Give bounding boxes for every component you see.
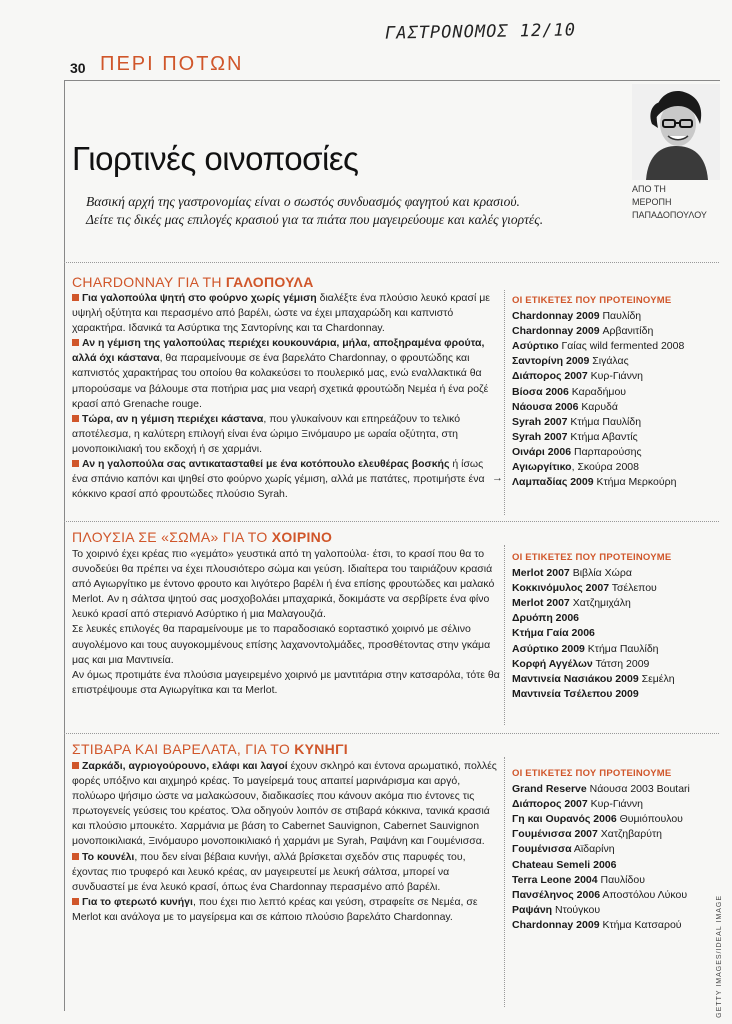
wine-item: Merlot 2007 Βιβλία Χώρα bbox=[512, 567, 632, 580]
wine-item: Chardonnay 2009 Παυλίδη bbox=[512, 310, 642, 323]
wine-item: Νάουσα 2006 Καρυδά bbox=[512, 400, 618, 413]
section-body-turkey bbox=[72, 291, 500, 502]
wine-item: Οινάρι 2006 Παρπαρούσης bbox=[512, 445, 642, 458]
author-photo bbox=[632, 84, 720, 180]
section-label: ΠΕΡΙ ΠΟΤΩΝ bbox=[100, 53, 244, 75]
section-body-game bbox=[72, 759, 500, 925]
section-divider bbox=[64, 262, 719, 263]
wine-item: Chardonnay 2009 Κτήμα Κατσαρού bbox=[512, 918, 682, 931]
section-divider bbox=[64, 733, 719, 734]
article-intro: Βασική αρχή της γαστρονομίας είναι ο σωστός συνδυασμός φαγητού και κρασιού. Δείτε τις δικές μας επιλογές κρασιού για τα πιάτα που μαγειρεύουμε και καλές γιορτές. bbox=[86, 194, 544, 227]
wine-item: Διάπορος 2007 Κυρ-Γιάννη bbox=[512, 798, 643, 811]
wine-item: Μαντινεία Τσέλεπου 2009 bbox=[512, 687, 639, 700]
section-body-pork bbox=[72, 547, 500, 698]
column-divider bbox=[504, 545, 505, 725]
bullet-square-icon bbox=[72, 339, 79, 346]
bullet-square-icon bbox=[72, 294, 79, 301]
wine-item: Ασύρτικο 2009 Κτήμα Παυλίδη bbox=[512, 642, 659, 655]
section-heading-pork: ΠΛΟΥΣΙΑ ΣΕ «ΣΩΜΑ» ΓΙΑ ΤΟ ΧΟΙΡΙΝΟ bbox=[72, 529, 333, 545]
column-divider bbox=[504, 290, 505, 515]
wine-item: Αγιωργίτικο, Σκούρα 2008 bbox=[512, 461, 639, 474]
bullet-square-icon bbox=[72, 762, 79, 769]
bullet-square-icon bbox=[72, 460, 79, 467]
column-divider bbox=[504, 757, 505, 1007]
wine-item: Terra Leone 2004 Παυλίδου bbox=[512, 873, 645, 886]
wine-item: Σαντορίνη 2009 Σιγάλας bbox=[512, 355, 629, 368]
bullet-square-icon bbox=[72, 898, 79, 905]
arrow-icon: → bbox=[492, 472, 503, 484]
wine-item: Κοκκινόμυλος 2007 Τσέλεπου bbox=[512, 582, 657, 595]
section-heading-turkey: CHARDONNAY ΓΙΑ ΤΗ ΓΑΛΟΠΟΥΛΑ bbox=[72, 274, 314, 290]
wine-item: Βίοσα 2006 Καραδήμου bbox=[512, 385, 627, 398]
wine-item: Λαμπαδίας 2009 Κτήμα Μερκούρη bbox=[512, 476, 677, 489]
section-divider bbox=[64, 521, 719, 522]
wine-list-game bbox=[512, 766, 717, 933]
page-number: 30 bbox=[70, 60, 86, 76]
wine-item: Ασύρτικο Γαίας wild fermented 2008 bbox=[512, 340, 685, 353]
wine-list-heading: ΟΙ ΕΤΙΚΕΤΕΣ ΠΟΥ ΠΡΟΤΕΙΝΟΥΜΕ bbox=[512, 552, 672, 563]
section-heading-game: ΣΤΙΒΑΡΑ ΚΑΙ ΒΑΡΕΛΑΤΑ, ΓΙΑ ΤΟ ΚΥΝΗΓΙ bbox=[72, 741, 348, 757]
byline: ΑΠΟ ΤΗ ΜΕΡΟΠΗ ΠΑΠΑΔΟΠΟΥΛΟΥ bbox=[632, 184, 707, 220]
wine-item: Γη και Ουρανός 2006 Θυμιόπουλου bbox=[512, 813, 683, 826]
article-title: Γιορτινές οινοποσίες bbox=[72, 140, 359, 177]
photo-credit: GETTY IMAGES/IDEAL IMAGE bbox=[716, 895, 723, 1018]
wine-item: Chateau Semeli 2006 bbox=[512, 858, 617, 871]
wine-item: Διάπορος 2007 Κυρ-Γιάννη bbox=[512, 370, 643, 383]
wine-item: Syrah 2007 Κτήμα Αβαντίς bbox=[512, 430, 638, 443]
paragraph: Αν η γαλοπούλα σας αντικατασταθεί με ένα κοτόπουλο ελευθέρας βοσκής ή ίσως ένα σπάνιο καπόνι και ψηθεί στο φούρνο χωρίς γέμιση, αλλά με πατάτες, προτιμήστε ένα κόκκινο κρασί από φρουτώδες πλούσιο Syrah. bbox=[72, 458, 485, 501]
wine-item: Γουμένισσα Αϊδαρίνη bbox=[512, 843, 615, 856]
wine-list-pork bbox=[512, 550, 717, 702]
handwritten-note: ΓΑΣΤΡΟΝΟΜΟΣ 12/10 bbox=[384, 20, 577, 44]
paragraph: Το κουνέλι, που δεν είναι βέβαια κυνήγι, αλλά βρίσκεται σχεδόν στις παρυφές του, έχοντας πιο τρυφερό και λευκό κρέας, αν μαγειρευτεί με λευκή σάλτσα, μπορεί να συνδυαστεί με ένα λευκό κρασί, όπως ένα Chardonnay περασμένο από βαρέλι. bbox=[72, 850, 466, 893]
paragraph: Αν η γέμιση της γαλοπούλας περιέχει κουκουνάρια, μήλα, αποξηραμένα φρούτα, αλλά όχι κάστανα, θα παραμείνουμε σε ένα βαρελάτο Chardonnay, ο φρουτώδης και καπνιστός χαρακτήρας του οποίου θα κολακεύσει το πουλερικό μας, ενώ εναλλακτικά θα μπορούσαμε να βάλουμε στα ποτήρια μας μια νεαρή σχετικά φρουτώδη Νεμέα ή ένα ροζέ κρασί από Grenache rouge. bbox=[72, 337, 489, 410]
paragraph: Το χοιρινό έχει κρέας πιο «γεμάτο» γευστικά από τη γαλοπούλα· έτσι, το κρασί που θα το συνοδεύει θα πρέπει να έχει πλουσιότερο σώμα και γεύση. Ιδιαίτερα του ταιριάζουν κρασιά από Αγιωργίτικο με έντονο φρουτο και λιγότερο βαρέλι ή ένα επίσης φρουτώδες και μαλακό Merlot. Αν η σάλτσα ψητού σας μοσχοβολάει μπαχαρικά, δοκιμάστε να σερβίρετε ένα φίνο λευκό κρασί από στεριανό Ασύρτικο ή μια Μαλαγουζιά. bbox=[72, 548, 495, 621]
wine-list-turkey bbox=[512, 293, 717, 490]
paragraph: Ζαρκάδι, αγριογούρουνο, ελάφι και λαγοί έχουν σκληρό και έντονα αρωματικό, πολλές φορές υπόξινο και αιχμηρό κρέας. Το μαγείρεμά τους απαιτεί μαρινάρισμα και αργό, πολύωρο ψήσιμο ώστε να μαλακώσουν, διαδικασίες που κάνουν ακόμα πιο έντονες τις πρωτογενείς γεύσεις του κρέατος. Όλα οδηγούν λοιπόν σε στιβαρά κόκκινα, τανικά κρασιά και πλούσιο μπουκέτο. Χαρμάνια με βάση το Cabernet Sauvignon, Cabernet Sauvignon μονοποικιλιακά, Ξινόμαυρο μονοποικιλιακό ή χαρμάνι με Syrah, Ραψάνη και Γουμένισσα. bbox=[72, 760, 497, 848]
author-portrait-icon bbox=[632, 84, 720, 180]
paragraph: Για γαλοπούλα ψητή στο φούρνο χωρίς γέμιση διαλέξτε ένα πλούσιο λευκό κρασί με υψηλή οξύτητα και περασμένο από βαρέλι, ώστε να έχει μπαχαρώδη και καπνιστό χαρακτήρα. Ιδανικά τα Ασύρτικα της Σαντορίνης και τα Chardonnay. bbox=[72, 292, 490, 335]
wine-item: Κτήμα Γαία 2006 bbox=[512, 627, 595, 640]
wine-list-heading: ΟΙ ΕΤΙΚΕΤΕΣ ΠΟΥ ΠΡΟΤΕΙΝΟΥΜΕ bbox=[512, 768, 672, 779]
wine-item: Κορφή Αγγέλων Τάτση 2009 bbox=[512, 657, 650, 670]
wine-item: Δρυόπη 2006 bbox=[512, 612, 580, 625]
wine-item: Ραψάνη Ντούγκου bbox=[512, 903, 601, 916]
wine-item: Chardonnay 2009 Αρβανιτίδη bbox=[512, 325, 654, 338]
bullet-square-icon bbox=[72, 415, 79, 422]
wine-item: Merlot 2007 Χατζημιχάλη bbox=[512, 597, 631, 610]
wine-item: Πανσέληνος 2006 Αποστόλου Λύκου bbox=[512, 888, 688, 901]
paragraph: Σε λευκές επιλογές θα παραμείνουμε με το παραδοσιακό εορταστικό χοιρινό με σέλινο αυγολέμονο και τους αυγοκομμένους επίσης λαχανοντολμάδες, προσθέτοντας στην γκάμα μας και μια Μαντινεία. bbox=[72, 623, 491, 666]
wine-item: Syrah 2007 Κτήμα Παυλίδη bbox=[512, 415, 642, 428]
paragraph: Αν όμως προτιμάτε ένα πλούσια μαγειρεμένο χοιρινό με μαντιτάρια στην κατσαρόλα, τότε θα επιστρέψουμε στα Αγιωργίτικα και τα Merlot. bbox=[72, 668, 500, 696]
wine-item: Grand Reserve Νάουσα 2003 Boutari bbox=[512, 783, 690, 796]
wine-list-heading: ΟΙ ΕΤΙΚΕΤΕΣ ΠΟΥ ΠΡΟΤΕΙΝΟΥΜΕ bbox=[512, 295, 672, 306]
wine-item: Γουμένισσα 2007 Χατζηβαρύτη bbox=[512, 828, 662, 841]
paragraph: Για το φτερωτό κυνήγι, που έχει πιο λεπτό κρέας και γεύση, στραφείτε σε Νεμέα, σε Merlot και ανάλογα με το μαγείρεμα και σε κάποιο πλούσιο βαρελάτο Chardonnay. bbox=[72, 895, 478, 923]
wine-item: Μαντινεία Νασιάκου 2009 Σεμέλη bbox=[512, 672, 675, 685]
paragraph: Τώρα, αν η γέμιση περιέχει κάστανα, που γλυκαίνουν και επηρεάζουν το τελικό αποτέλεσμα, η καλύτερη επιλογή είναι ένα ώριμο Ξινόμαυρο με ωραία οξύτητα, στη μονοποικιλιακή του εκδοχή ή σε χαρμάνι. bbox=[72, 412, 461, 455]
bullet-square-icon bbox=[72, 853, 79, 860]
